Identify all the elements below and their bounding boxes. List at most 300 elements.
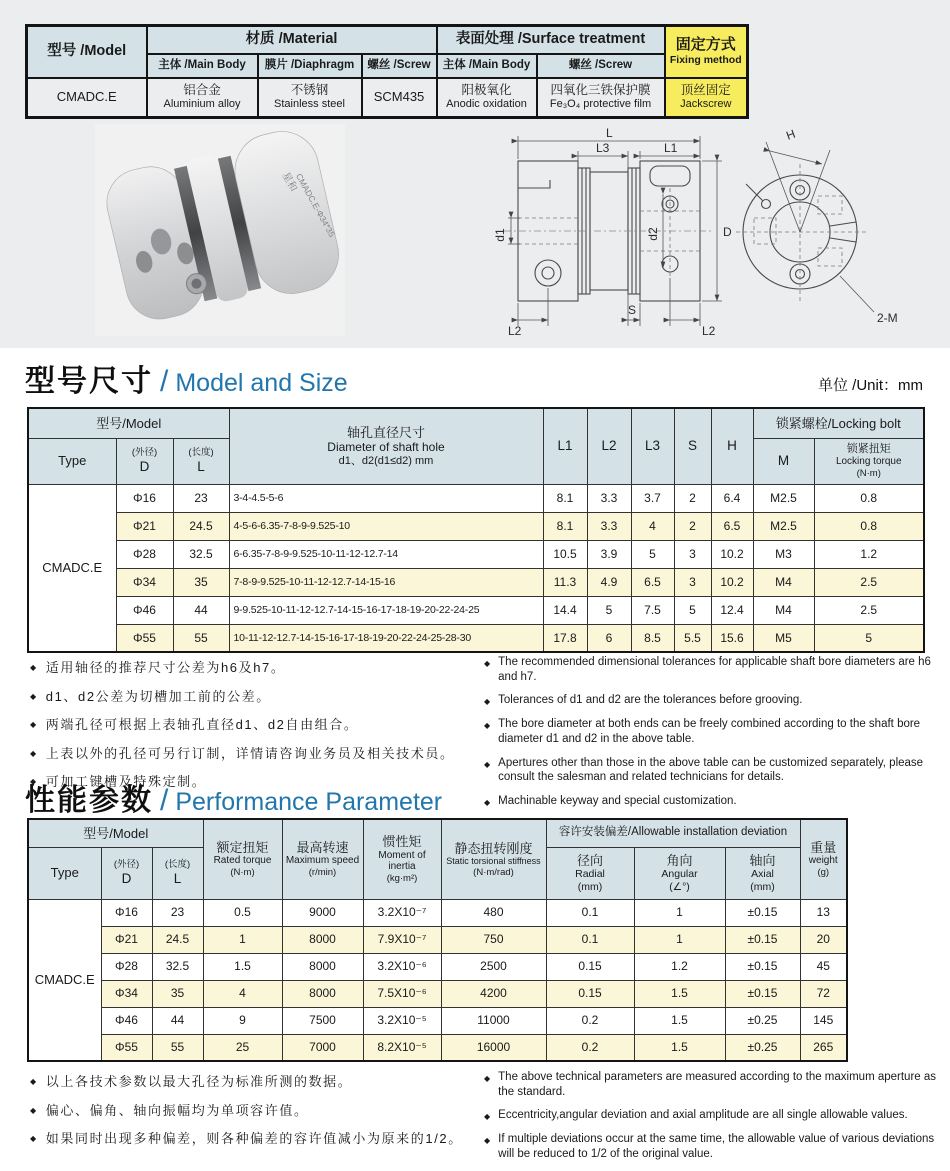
table-cell: 5 xyxy=(631,540,674,568)
inertia-en: Moment of inertia xyxy=(378,849,426,873)
table-cell: 24.5 xyxy=(152,926,203,953)
locking-torque-unit: (N·m) xyxy=(856,467,881,479)
table-cell: Φ34 xyxy=(116,568,173,596)
outer-diameter-letter: D xyxy=(121,870,132,886)
weight-en: weight xyxy=(808,855,838,867)
table-cell: 2.5 xyxy=(814,596,924,624)
surface-treatment-header: 表面处理 /Surface treatment xyxy=(437,26,665,54)
table-cell: 72 xyxy=(800,980,847,1007)
locking-torque-zh: 锁紧扭矩 xyxy=(846,443,891,456)
fixing-header-zh: 固定方式 xyxy=(675,36,736,54)
table-cell: 32.5 xyxy=(173,540,229,568)
bullet-icon: ◆ xyxy=(30,1077,38,1086)
dim-label-l3: L3 xyxy=(596,141,610,155)
table-cell: 4200 xyxy=(441,980,546,1007)
note-item xyxy=(30,658,482,678)
table-cell: 6 xyxy=(587,624,631,652)
length-header xyxy=(173,438,229,484)
table-cell: 3.2X10⁻⁶ xyxy=(363,953,441,980)
axial-header xyxy=(725,847,800,899)
table-cell: 10.2 xyxy=(711,568,753,596)
table-cell: 13 xyxy=(800,899,847,926)
table-cell: 1 xyxy=(203,926,282,953)
table-cell: 8.1 xyxy=(543,484,587,512)
table-cell: 0.8 xyxy=(814,512,924,540)
product-photo xyxy=(95,124,345,336)
dim-label-h: H xyxy=(784,126,798,143)
fixing-value-en: Jackscrew xyxy=(680,98,732,111)
table-cell: 5 xyxy=(814,624,924,652)
dim-label-l2-left: L2 xyxy=(508,324,522,338)
table-cell: 10.2 xyxy=(711,540,753,568)
shaft-hole-range: d1、d2(d1≤d2) mm xyxy=(338,454,434,467)
dim-label-l: L xyxy=(606,126,613,140)
col-header-h: H xyxy=(711,408,753,484)
table-row xyxy=(28,1034,847,1061)
table-cell: M4 xyxy=(753,568,814,596)
table-row xyxy=(28,926,847,953)
table-cell: 0.8 xyxy=(814,484,924,512)
table-cell: 480 xyxy=(441,899,546,926)
bullet-icon: ◆ xyxy=(30,720,38,729)
length-caption: (长度) xyxy=(188,447,214,459)
dim-label-d2: d2 xyxy=(646,227,660,241)
table-cell: Φ34 xyxy=(101,980,152,1007)
bullet-icon: ◆ xyxy=(30,691,38,701)
table-cell: 0.15 xyxy=(546,953,634,980)
shaft-hole-zh: 轴孔直径尺寸 xyxy=(346,425,425,441)
table-cell: 3.3 xyxy=(587,512,631,540)
note-item xyxy=(30,744,482,764)
surface-main-value xyxy=(437,78,537,118)
max-speed-unit: (r/min) xyxy=(308,867,337,879)
table-cell: 23 xyxy=(152,899,203,926)
table-cell: ±0.15 xyxy=(725,953,800,980)
technical-drawing xyxy=(478,126,936,342)
table-cell: Φ16 xyxy=(116,484,173,512)
table-cell: 1.5 xyxy=(634,1034,725,1061)
stiffness-header xyxy=(441,819,546,899)
surface-screw-subheader: 螺丝 /Screw xyxy=(537,54,665,78)
stiffness-unit: (N·m/rad) xyxy=(473,866,514,878)
bullet-icon: ◆ xyxy=(30,1105,38,1115)
weight-zh: 重量 xyxy=(810,840,837,856)
bullet-icon: ◆ xyxy=(484,759,491,769)
bullet-icon: ◆ xyxy=(30,777,38,786)
material-screw-value: SCM435 xyxy=(362,78,437,118)
radial-header xyxy=(546,847,634,899)
table-cell: 0.2 xyxy=(546,1007,634,1034)
model-value: CMADC.E xyxy=(27,78,147,118)
rated-torque-header xyxy=(203,819,282,899)
note-item xyxy=(484,655,934,684)
table-cell: 11.3 xyxy=(543,568,587,596)
table-cell: 9-9.525-10-11-12-12.7-14-15-16-17-18-19-20-22-24-25 xyxy=(229,596,543,624)
max-speed-zh: 最高转速 xyxy=(296,840,349,856)
note-text: 上表以外的孔径可另行订制，详情请咨询业务员及相关技术员。 xyxy=(45,745,455,761)
table-cell: 23 xyxy=(173,484,229,512)
inertia-header xyxy=(363,819,441,899)
table-cell: 1 xyxy=(634,926,725,953)
note-text: If multiple deviations occur at the same time, the allowable value of various deviations will be reduced to 1/2 of the original value. xyxy=(498,1133,935,1160)
outer-diameter-header xyxy=(101,847,152,899)
angular-zh: 角向 xyxy=(666,852,693,868)
note-text: Machinable keyway and special customization. xyxy=(498,795,737,808)
table-cell: 7500 xyxy=(282,1007,363,1034)
table-cell: 0.1 xyxy=(546,899,634,926)
axial-unit: (mm) xyxy=(750,880,775,893)
dim-label-2m: 2-M xyxy=(877,311,898,325)
fixing-value xyxy=(665,78,748,118)
screw-subheader: 螺丝 /Screw xyxy=(362,54,437,78)
outer-diameter-letter: D xyxy=(139,458,150,474)
table-cell: Φ21 xyxy=(116,512,173,540)
table-cell: 2.5 xyxy=(814,568,924,596)
table-cell: 3.3 xyxy=(587,484,631,512)
table-row xyxy=(28,568,924,596)
table-cell: Φ46 xyxy=(116,596,173,624)
note-item xyxy=(484,693,934,708)
dim-label-d1: d1 xyxy=(493,228,507,242)
note-text: The bore diameter at both ends can be freely combined according to the shaft bore diameter d1 and d2 in the above table. xyxy=(498,718,921,745)
surface-screw-value xyxy=(537,78,665,118)
table-cell: 0.15 xyxy=(546,980,634,1007)
table-cell: Φ55 xyxy=(101,1034,152,1061)
bullet-icon: ◆ xyxy=(484,721,491,731)
table-cell: 5.5 xyxy=(674,624,711,652)
shaft-hole-header xyxy=(229,408,543,484)
table-cell: 3.9 xyxy=(587,540,631,568)
table-cell: 10-11-12-12.7-14-15-16-17-18-19-20-22-24-25-28-30 xyxy=(229,624,543,652)
length-letter: L xyxy=(197,458,205,474)
surface-screw-en: Fe₃O₄ protective film xyxy=(549,98,652,111)
table-cell: 17.8 xyxy=(543,624,587,652)
fixing-header-en: Fixing method xyxy=(669,54,742,67)
table-row xyxy=(28,1007,847,1034)
radial-en: Radial xyxy=(575,868,605,881)
locking-torque-header xyxy=(814,438,924,484)
table-cell: 5 xyxy=(674,596,711,624)
performance-table xyxy=(27,818,848,1062)
angular-unit: (∠°) xyxy=(669,880,690,893)
table-row xyxy=(28,540,924,568)
model-group-header: 型号/Model xyxy=(28,819,203,847)
material-header: 材质 /Material xyxy=(147,26,437,54)
note-text: d1、d2公差为切槽加工前的公差。 xyxy=(45,688,271,704)
table-row xyxy=(28,512,924,540)
model-size-table xyxy=(27,407,925,653)
title-slash: / xyxy=(160,365,169,398)
table-cell: 1.5 xyxy=(634,980,725,1007)
note-item xyxy=(484,1070,936,1099)
length-caption: (长度) xyxy=(164,859,191,871)
table-cell: 9 xyxy=(203,1007,282,1034)
dim-label-l1: L1 xyxy=(664,141,678,155)
max-speed-en: Maximum speed xyxy=(285,855,360,867)
table-cell: Φ21 xyxy=(101,926,152,953)
table-cell: 6.4 xyxy=(711,484,753,512)
table-cell: ±0.15 xyxy=(725,926,800,953)
section-title-en: Model and Size xyxy=(175,369,348,397)
table-cell: 8.2X10⁻⁵ xyxy=(363,1034,441,1061)
table-cell: 2 xyxy=(674,512,711,540)
table-cell: 6.5 xyxy=(631,568,674,596)
diaphragm-subheader: 膜片 /Diaphragm xyxy=(258,54,362,78)
table-cell: 0.1 xyxy=(546,926,634,953)
angular-en: Angular xyxy=(661,868,698,881)
table-row xyxy=(28,624,924,652)
locking-torque-en: Locking torque xyxy=(835,455,902,467)
m-header: M xyxy=(753,438,814,484)
table-cell: 12.4 xyxy=(711,596,753,624)
title-slash: / xyxy=(160,784,169,817)
note-text: 如果同时出现多种偏差，则各种偏差的容许值减小为原来的1/2。 xyxy=(45,1131,463,1146)
performance-section-header xyxy=(25,777,923,819)
rated-torque-unit: (N·m) xyxy=(230,867,255,879)
table-cell: 7000 xyxy=(282,1034,363,1061)
unit-label: 单位 /Unit：mm xyxy=(817,377,923,394)
photo-model-label: CMADC.E-Φ34*35 xyxy=(293,171,338,239)
table-cell: 7.9X10⁻⁷ xyxy=(363,926,441,953)
table-cell: 4 xyxy=(203,980,282,1007)
note-text: 适用轴径的推荐尺寸公差为h6及h7。 xyxy=(45,660,286,675)
axial-en: Axial xyxy=(751,868,774,881)
table-cell: 1.2 xyxy=(814,540,924,568)
axial-zh: 轴向 xyxy=(749,852,776,868)
table-cell: 55 xyxy=(152,1034,203,1061)
performance-table-body xyxy=(28,899,847,1061)
table-cell: 145 xyxy=(800,1007,847,1034)
col-header-s: S xyxy=(674,408,711,484)
material-main-en: Aluminium alloy xyxy=(163,98,241,111)
table-cell: 750 xyxy=(441,926,546,953)
photo-brand-label: 星和 xyxy=(279,170,299,194)
col-header-l1: L1 xyxy=(543,408,587,484)
fixing-method-header xyxy=(665,26,748,78)
table-cell: 24.5 xyxy=(173,512,229,540)
table-cell: 8000 xyxy=(282,980,363,1007)
note-item xyxy=(30,687,482,707)
table-cell: M3 xyxy=(753,540,814,568)
table-row xyxy=(28,899,847,926)
table-cell: ±0.15 xyxy=(725,899,800,926)
table-cell: 3.2X10⁻⁵ xyxy=(363,1007,441,1034)
table-cell: Φ16 xyxy=(101,899,152,926)
table-cell: 25 xyxy=(203,1034,282,1061)
note-item xyxy=(30,715,482,735)
dim-label-d: D xyxy=(723,225,732,239)
rated-torque-zh: 额定扭矩 xyxy=(216,840,269,856)
table-cell: ±0.25 xyxy=(725,1007,800,1034)
note-text: 偏心、偏角、轴向振幅均为单项容许值。 xyxy=(45,1102,309,1118)
surface-screw-zh: 四氧化三铁保护膜 xyxy=(550,83,651,98)
bullet-icon: ◆ xyxy=(484,659,491,668)
table-cell: Φ28 xyxy=(101,953,152,980)
table-cell: 8.1 xyxy=(543,512,587,540)
weight-header xyxy=(800,819,847,899)
surface-main-body-subheader: 主体 /Main Body xyxy=(437,54,537,78)
note-text: Apertures other than those in the above table can be customized separately, please consult the salesman and related technicians for details. xyxy=(498,756,924,784)
table-cell: M4 xyxy=(753,596,814,624)
note-item xyxy=(30,1072,480,1092)
table-row xyxy=(28,980,847,1007)
table-row xyxy=(28,484,924,512)
section-title-zh: 型号尺寸 xyxy=(25,365,153,398)
bullet-icon: ◆ xyxy=(30,748,38,758)
table-cell: ±0.15 xyxy=(725,980,800,1007)
weight-unit: (g) xyxy=(817,867,830,879)
bullet-icon: ◆ xyxy=(30,1134,38,1143)
table-cell: 35 xyxy=(173,568,229,596)
col-header-l3: L3 xyxy=(631,408,674,484)
angular-header xyxy=(634,847,725,899)
section-title xyxy=(25,356,348,400)
bullet-icon: ◆ xyxy=(484,1112,491,1122)
section-title-zh: 性能参数 xyxy=(25,784,153,817)
table-cell: M5 xyxy=(753,624,814,652)
table-cell: 1.5 xyxy=(634,1007,725,1034)
section-title-en: Performance Parameter xyxy=(175,788,443,816)
bullet-icon: ◆ xyxy=(484,1136,491,1146)
table-cell: 9000 xyxy=(282,899,363,926)
table-cell: 7.5X10⁻⁶ xyxy=(363,980,441,1007)
bullet-icon: ◆ xyxy=(484,1074,491,1083)
note-text: The above technical parameters are measured according to the maximum aperture as the standard. xyxy=(498,1071,937,1098)
material-diaphragm-zh: 不锈钢 xyxy=(290,83,329,98)
note-text: Eccentricity,angular deviation and axial amplitude are all single allowable values. xyxy=(498,1109,908,1122)
table-cell: Φ28 xyxy=(116,540,173,568)
bullet-icon: ◆ xyxy=(30,663,38,672)
outer-diameter-header xyxy=(116,438,173,484)
table-cell: 3 xyxy=(674,568,711,596)
table-cell: 7.5 xyxy=(631,596,674,624)
max-speed-header xyxy=(282,819,363,899)
fixing-value-zh: 顶丝固定 xyxy=(680,83,731,98)
model-group-header: 型号/Model xyxy=(28,408,229,438)
material-main-value xyxy=(147,78,258,118)
section-title xyxy=(25,775,442,819)
surface-main-zh: 阳极氧化 xyxy=(461,83,512,98)
table-cell: 2 xyxy=(674,484,711,512)
table-cell: 3 xyxy=(674,540,711,568)
model-size-section-header xyxy=(25,352,923,400)
table-cell: Φ46 xyxy=(101,1007,152,1034)
table-cell: 3.2X10⁻⁷ xyxy=(363,899,441,926)
note-item xyxy=(484,1108,936,1123)
model-name-cell: CMADC.E xyxy=(28,484,116,652)
table-cell: ±0.25 xyxy=(725,1034,800,1061)
bullet-icon: ◆ xyxy=(484,697,491,707)
radial-zh: 径向 xyxy=(576,852,603,868)
table-row xyxy=(28,596,924,624)
table-cell: 10.5 xyxy=(543,540,587,568)
model-name-cell: CMADC.E xyxy=(28,899,101,1061)
table-cell: 16000 xyxy=(441,1034,546,1061)
table-row xyxy=(28,953,847,980)
table-cell: 7-8-9-9.525-10-11-12-12.7-14-15-16 xyxy=(229,568,543,596)
type-header: Type xyxy=(28,847,101,899)
table-cell: 55 xyxy=(173,624,229,652)
size-table-body xyxy=(28,484,924,652)
note-text: Tolerances of d1 and d2 are the tolerances before grooving. xyxy=(498,694,803,707)
table-cell: 8.5 xyxy=(631,624,674,652)
length-header xyxy=(152,847,203,899)
table-cell: 4.9 xyxy=(587,568,631,596)
note-item xyxy=(484,1132,936,1161)
inertia-zh: 惯性矩 xyxy=(382,834,422,850)
note-text: 以上各技术参数以最大孔径为标准所测的数据。 xyxy=(45,1074,353,1089)
table-cell: 44 xyxy=(152,1007,203,1034)
table-cell: 15.6 xyxy=(711,624,753,652)
table-cell: 0.5 xyxy=(203,899,282,926)
note-item xyxy=(30,1101,480,1121)
table-cell: 1.5 xyxy=(203,953,282,980)
table-cell: M2.5 xyxy=(753,512,814,540)
inertia-unit: (kg·m²) xyxy=(386,873,418,885)
table-cell: 20 xyxy=(800,926,847,953)
table-cell: 3.7 xyxy=(631,484,674,512)
table-cell: 1 xyxy=(634,899,725,926)
length-letter: L xyxy=(173,870,182,886)
surface-main-en: Anodic oxidation xyxy=(446,98,527,111)
locking-bolt-group-header: 锁紧螺栓/Locking bolt xyxy=(753,408,924,438)
table-cell: 5 xyxy=(587,596,631,624)
material-diaphragm-en: Stainless steel xyxy=(274,98,345,111)
performance-notes-zh xyxy=(30,1072,480,1158)
model-header: 型号 /Model xyxy=(27,26,147,78)
table-cell: 6.5 xyxy=(711,512,753,540)
note-item xyxy=(30,1129,480,1149)
rated-torque-en: Rated torque xyxy=(213,855,272,867)
material-diaphragm-value xyxy=(258,78,362,118)
table-cell: 8000 xyxy=(282,953,363,980)
bullet-icon: ◆ xyxy=(484,798,491,808)
note-item xyxy=(484,717,934,746)
table-cell: 6-6.35-7-8-9-9.525-10-11-12-12.7-14 xyxy=(229,540,543,568)
stiffness-zh: 静态扭转刚度 xyxy=(454,840,533,856)
note-text: 两端孔径可根据上表轴孔直径d1、d2自由组合。 xyxy=(45,717,359,732)
table-cell: 2500 xyxy=(441,953,546,980)
main-body-subheader: 主体 /Main Body xyxy=(147,54,258,78)
dim-label-l2-right: L2 xyxy=(702,324,716,338)
table-cell: 14.4 xyxy=(543,596,587,624)
table-cell: 35 xyxy=(152,980,203,1007)
table-cell: 265 xyxy=(800,1034,847,1061)
table-cell: 4-5-6-6.35-7-8-9-9.525-10 xyxy=(229,512,543,540)
material-main-zh: 铝合金 xyxy=(183,83,221,98)
table-cell: 3-4-4.5-5-6 xyxy=(229,484,543,512)
outer-diameter-caption: (外径) xyxy=(131,447,158,459)
table-cell: 32.5 xyxy=(152,953,203,980)
outer-diameter-caption: (外径) xyxy=(113,859,140,871)
table-cell: 0.2 xyxy=(546,1034,634,1061)
table-cell: 11000 xyxy=(441,1007,546,1034)
table-cell: 4 xyxy=(631,512,674,540)
shaft-hole-en: Diameter of shaft hole xyxy=(327,440,445,455)
dim-label-s: S xyxy=(628,303,637,317)
table-cell: Φ55 xyxy=(116,624,173,652)
deviation-group-header: 容许安装偏差/Allowable installation deviation xyxy=(546,819,800,847)
material-info-table xyxy=(25,24,749,119)
type-header: Type xyxy=(28,438,116,484)
note-text: 可加工键槽及特殊定制。 xyxy=(45,774,207,789)
table-cell: 1.2 xyxy=(634,953,725,980)
table-cell: 44 xyxy=(173,596,229,624)
table-cell: M2.5 xyxy=(753,484,814,512)
stiffness-en: Static torsional stiffness xyxy=(446,856,541,866)
table-cell: 45 xyxy=(800,953,847,980)
table-cell: 8000 xyxy=(282,926,363,953)
